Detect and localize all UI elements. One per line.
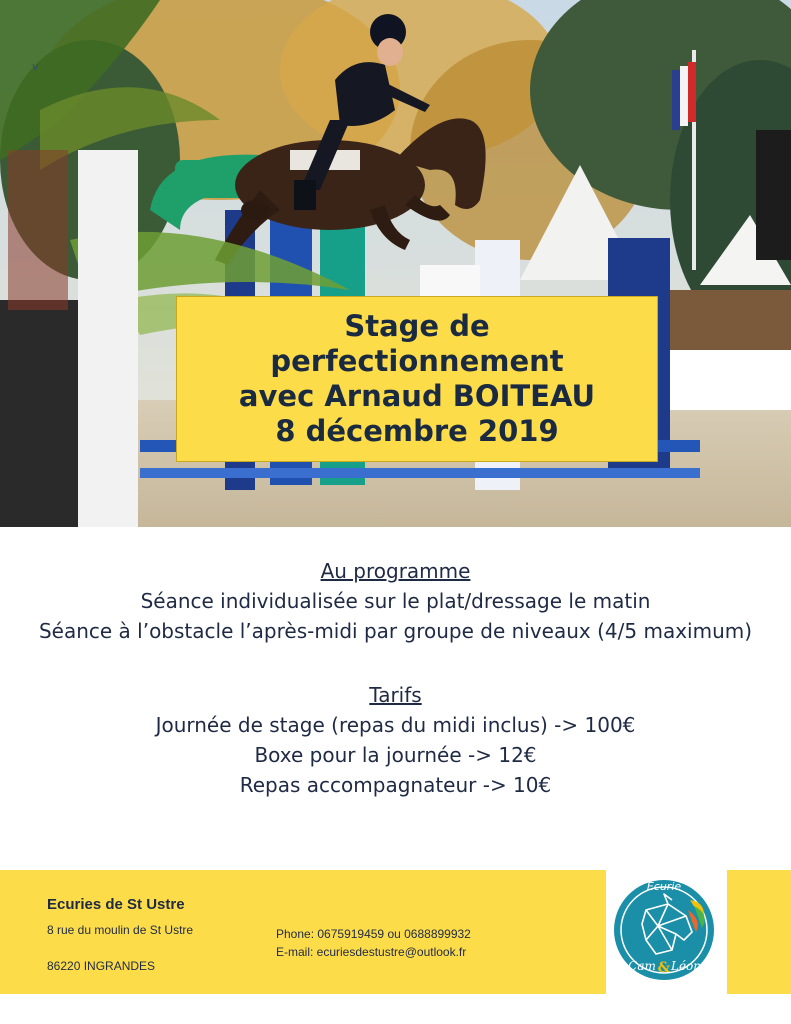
logo-name-right: Léon bbox=[670, 959, 702, 973]
title-line-1: Stage de bbox=[344, 309, 490, 343]
title-line-4: 8 décembre 2019 bbox=[275, 414, 559, 448]
tarif-item: Repas accompagnateur -> 10€ bbox=[239, 773, 552, 797]
section-gap bbox=[0, 646, 791, 680]
title-box bbox=[176, 296, 658, 462]
address-line-1: 8 rue du moulin de St Ustre bbox=[47, 923, 194, 937]
stray-mark: v bbox=[32, 60, 39, 73]
club-logo-graphic bbox=[606, 870, 727, 994]
phone-number: Phone: 0675919459 ou 0688899932 bbox=[276, 927, 471, 941]
logo-ampersand: & bbox=[657, 960, 671, 976]
tarifs-heading: Tarifs bbox=[369, 683, 422, 707]
info-section bbox=[0, 556, 791, 800]
programme-item: Séance à l’obstacle l’après-midi par groupe de niveaux (4/5 maximum) bbox=[38, 619, 753, 643]
club-logo bbox=[606, 870, 727, 994]
logo-top-text: Écurie bbox=[646, 880, 682, 893]
address-line-2: 86220 INGRANDES bbox=[47, 959, 156, 973]
footer-banner bbox=[0, 870, 791, 994]
tarif-item: Boxe pour la journée -> 12€ bbox=[254, 743, 537, 767]
title-line-3: avec Arnaud BOITEAU bbox=[238, 379, 596, 413]
logo-name-left: Cam bbox=[628, 959, 656, 973]
club-name: Ecuries de St Ustre bbox=[47, 896, 185, 913]
email-address: E-mail: ecuriesdestustre@outlook.fr bbox=[276, 945, 467, 959]
programme-heading: Au programme bbox=[320, 559, 471, 583]
tarif-item: Journée de stage (repas du midi inclus) -> 100€ bbox=[155, 713, 636, 737]
title-line-2: perfectionnement bbox=[270, 344, 564, 378]
programme-item: Séance individualisée sur le plat/dressage le matin bbox=[140, 589, 651, 613]
